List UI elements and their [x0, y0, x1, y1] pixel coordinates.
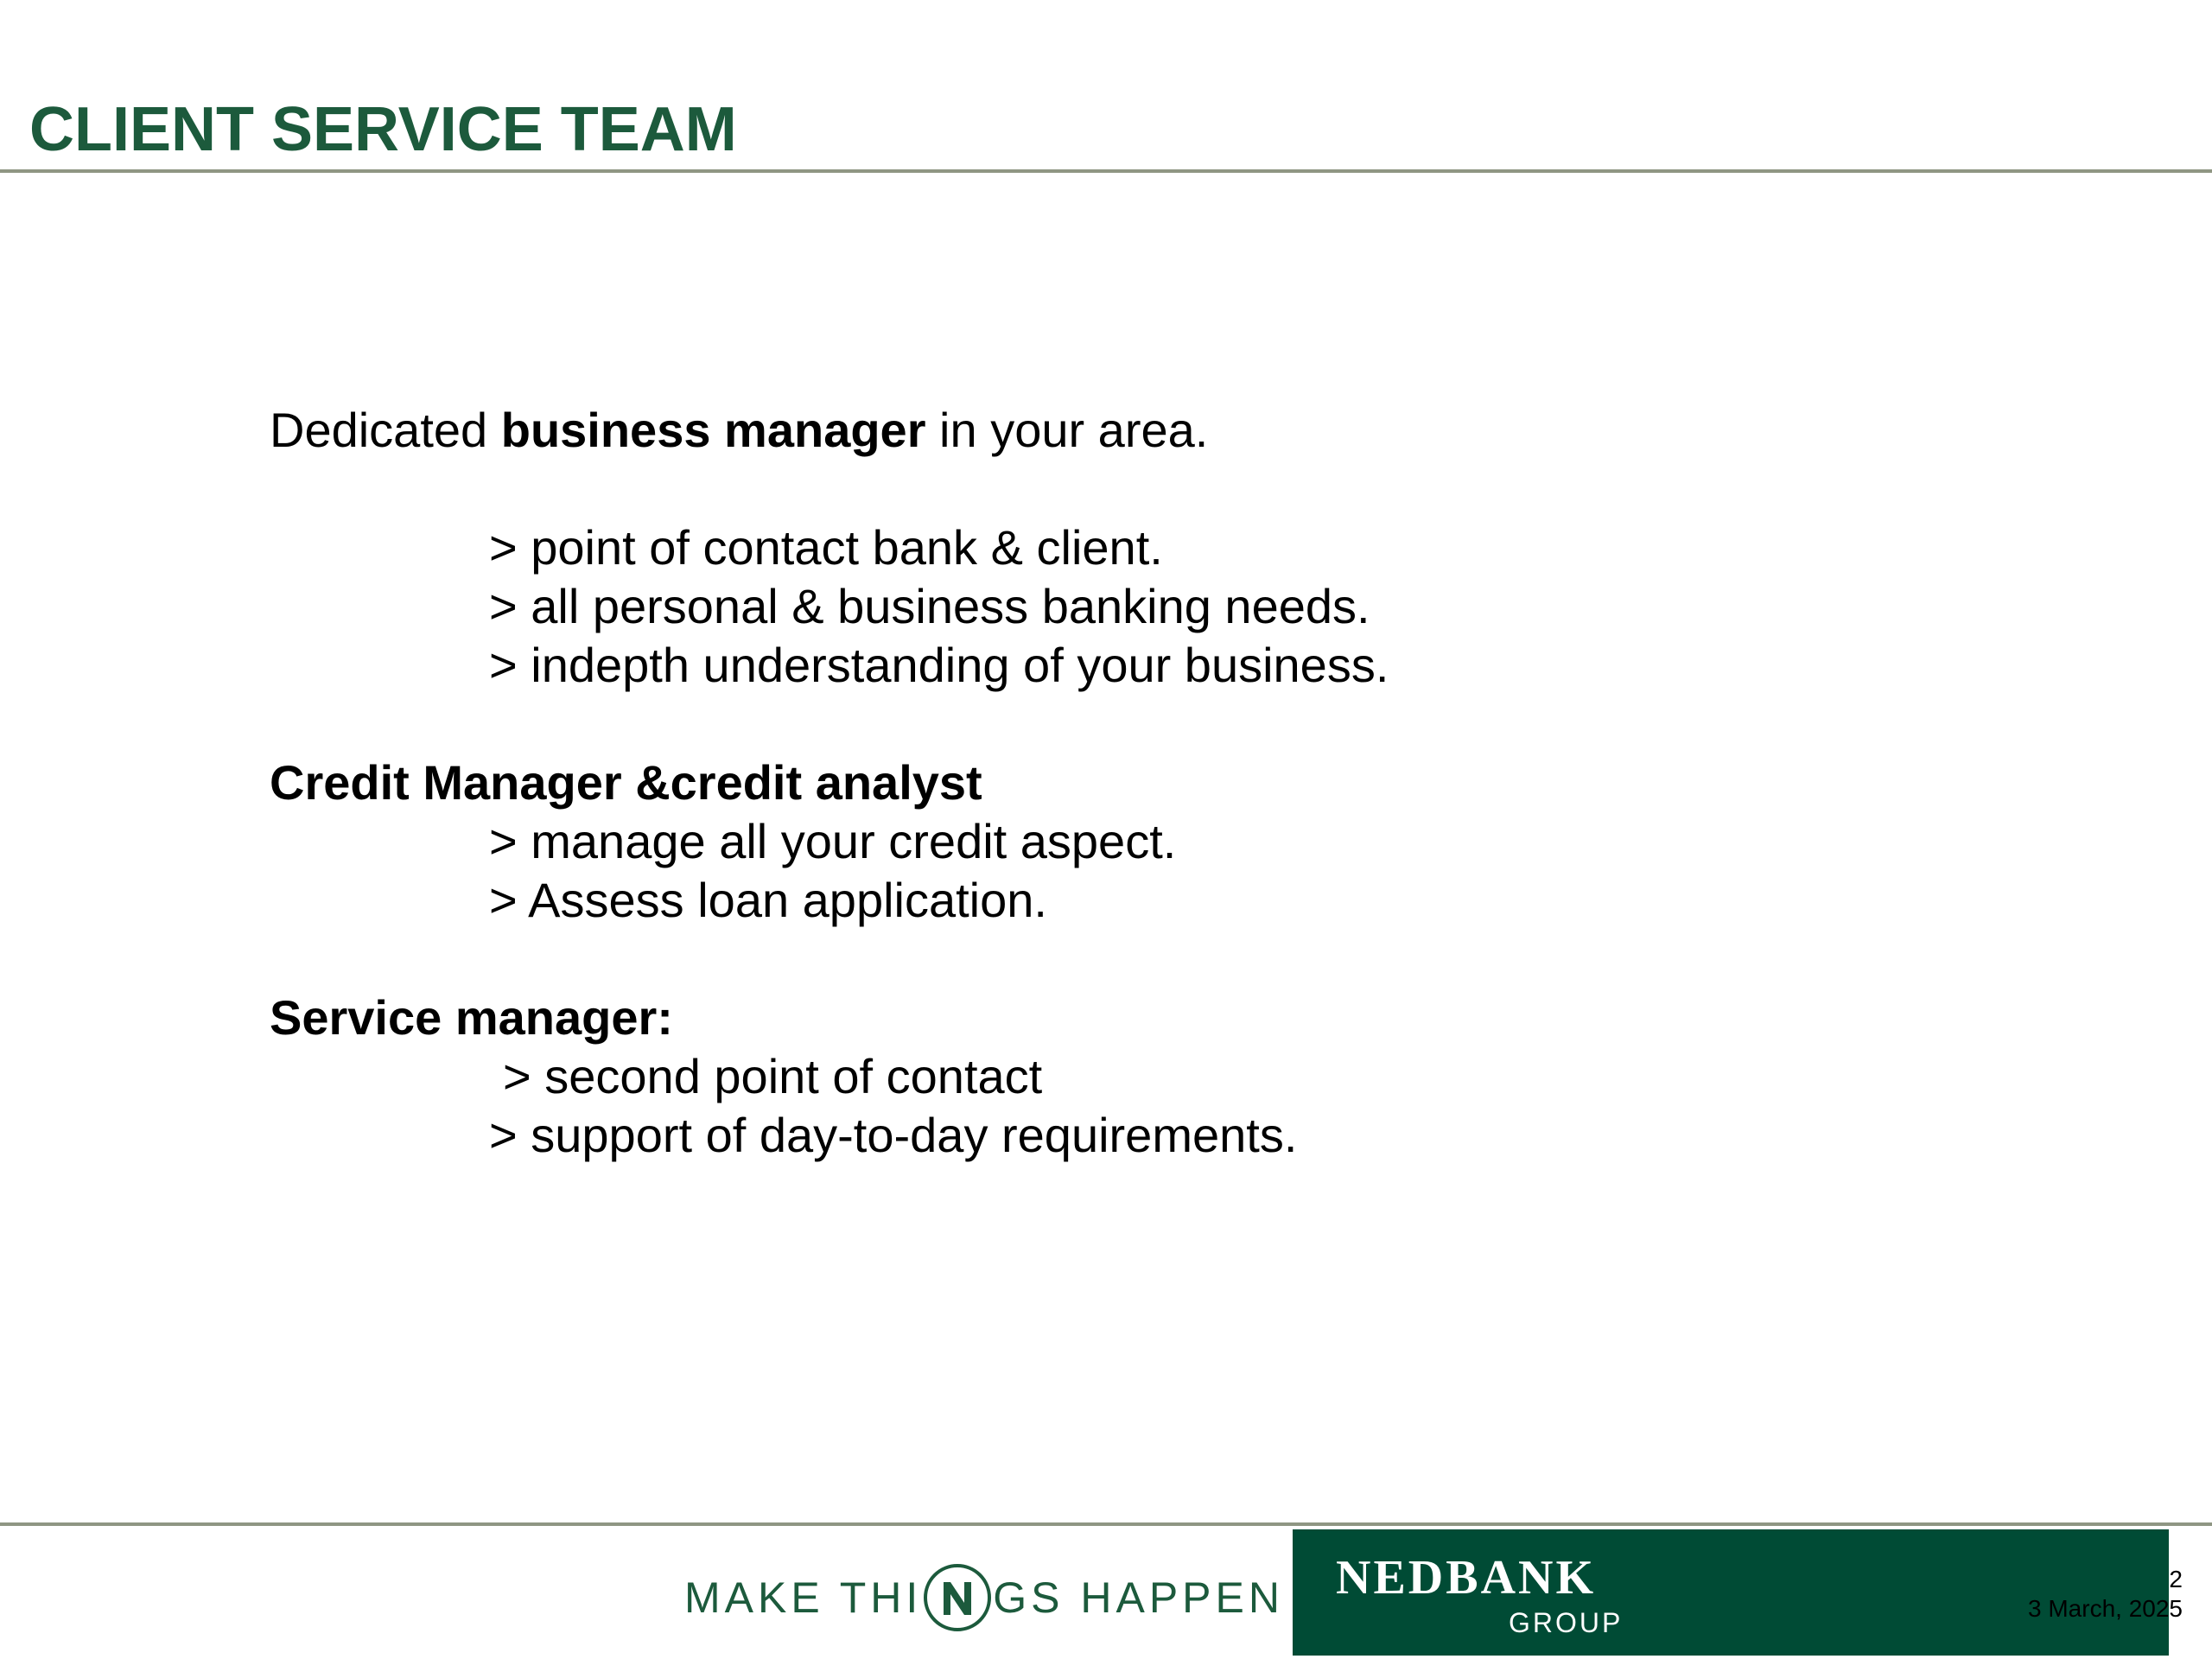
list-item: > indepth understanding of your business.: [489, 638, 1389, 692]
logo-group-label: GROUP: [1509, 1607, 1624, 1638]
slide-body: [270, 401, 1389, 1165]
list-item: > Assess loan application.: [489, 873, 1047, 927]
page-number: 2: [2169, 1566, 2183, 1592]
service-heading: Service manager:: [270, 990, 673, 1045]
list-item: > second point of contact: [503, 1049, 1043, 1103]
slogan-left: MAKE THI: [684, 1573, 923, 1622]
logo-wordmark: NEDBANK: [1336, 1551, 1597, 1605]
list-item: > manage all your credit aspect.: [489, 814, 1177, 868]
nedbank-n-logo-icon: [924, 1564, 991, 1631]
list-item: > point of contact bank & client.: [489, 520, 1163, 575]
slide-date: 3 March, 2025: [2028, 1595, 2183, 1622]
slogan-right: GS HAPPEN: [993, 1573, 1284, 1622]
header-divider: [0, 169, 2212, 173]
slide-title: CLIENT SERVICE TEAM: [29, 95, 737, 164]
list-item: > all personal & business banking needs.: [489, 579, 1370, 633]
footer-divider: [0, 1522, 2212, 1526]
business-manager-line: Dedicated business manager in your area.: [270, 403, 1209, 457]
list-item: > support of day-to-day requirements.: [489, 1108, 1298, 1162]
nedbank-logo-panel: [1293, 1529, 2169, 1656]
credit-heading: Credit Manager &credit analyst: [270, 755, 982, 810]
business-manager-bold: business manager: [500, 403, 926, 457]
slogan: [684, 1559, 1284, 1637]
